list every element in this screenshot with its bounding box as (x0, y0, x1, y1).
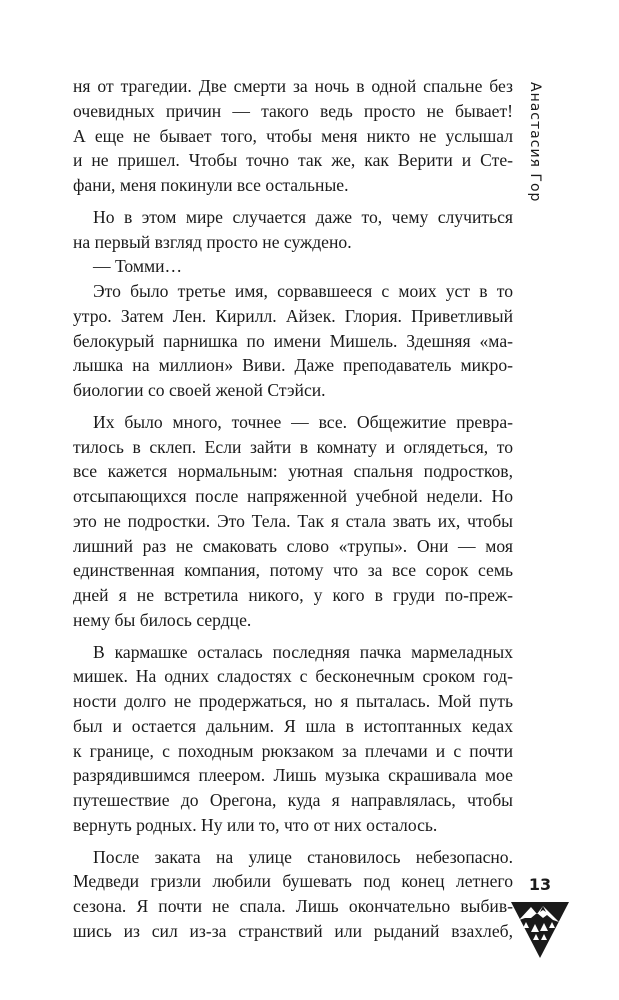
paragraph (73, 205, 513, 255)
text-line: лишний раз не смаковать слово «трупы». Они — моя (73, 535, 513, 556)
text-line: к границе, с походным рюкзаком за плечами и с почти (73, 740, 513, 761)
text-line: это не подростки. Это Тела. Так я стала звать их, чтобы (73, 510, 513, 531)
mountain-forest-shield-icon (509, 898, 571, 960)
text-line: нему бы билось сердце. (73, 609, 252, 630)
text-line: фани, меня покинули все остальные. (73, 175, 349, 195)
text-line: сезона. Я почти не спала. Лишь окончательно выбив- (73, 896, 513, 916)
text-line: отсыпающихся после напряженной учебной недели. Но (73, 486, 513, 506)
text-line: — Томми… (93, 256, 183, 277)
paragraph (73, 640, 513, 838)
text-line: В кармашке осталась последняя пачка мармеладных (93, 641, 513, 662)
text-line: и не пришел. Чтобы точно так же, как Верити и Сте- (73, 150, 513, 171)
text-line: Но в этом мире случается даже то, чему случиться (93, 206, 513, 227)
text-line: После заката на улице становилось небезопасно. (93, 846, 513, 867)
text-line: вернуть родных. Ну или то, что от них осталось. (73, 814, 438, 835)
text-line: мишек. На одних сладостях с бесконечным сроком год- (73, 666, 513, 687)
text-line: тилось в склеп. Если зайти в комнату и оглядеться, то (73, 436, 513, 457)
text-line: белокурый парнишка по имени Мишель. Здешняя «ма- (73, 330, 513, 351)
text-line: все кажется нормальным: уютная спальня подростков, (73, 461, 513, 482)
text-line: дней я не встретила никого, у кого в груди по-преж- (73, 585, 513, 605)
text-line: А еще не бывает того, чтобы меня никто не услышал (73, 125, 513, 146)
page-number: 13 (528, 875, 552, 894)
text-line: утро. Затем Лен. Кирилл. Айзек. Глория. Приветливый (73, 305, 513, 326)
text-line: Это было третье имя, сорвавшееся с моих уст в то (93, 281, 513, 301)
text-line: шись из сил из-за странствий или рыданий взахлеб, (73, 920, 513, 941)
paragraph (73, 279, 513, 403)
text-line: был и остается дальним. Я шла в истоптанных кедах (73, 715, 513, 736)
body-text (73, 74, 513, 944)
text-line: Медведи гризли любили бушевать под конец летнего (73, 871, 513, 892)
text-line: на первый взгляд просто не суждено. (73, 231, 352, 252)
paragraph (73, 410, 513, 633)
text-line: разрядившимся плеером. Лишь музыка скрашивала мое (73, 765, 513, 786)
text-line: лышка на миллион» Виви. Даже преподаватель микро- (73, 355, 513, 376)
paragraph (73, 845, 513, 944)
text-line: единственная компания, потому что за все сорок семь (73, 560, 513, 581)
text-line: ня от трагедии. Две смерти за ночь в одной спальне без (73, 76, 513, 96)
text-line: Их было много, точнее — все. Общежитие превра- (93, 411, 513, 432)
text-line: очевидных причин — такого ведь просто не бывает! (73, 100, 513, 121)
text-line: ности долго не продержаться, но я пыталась. Мой путь (73, 691, 513, 711)
paragraph (73, 74, 513, 198)
paragraph (73, 254, 513, 279)
text-line: путешествие до Орегона, куда я направлялась, чтобы (73, 790, 513, 810)
text-line: биологии со своей женой Стэйси. (73, 380, 326, 400)
running-head-author: Анастасия Гор (527, 82, 543, 203)
